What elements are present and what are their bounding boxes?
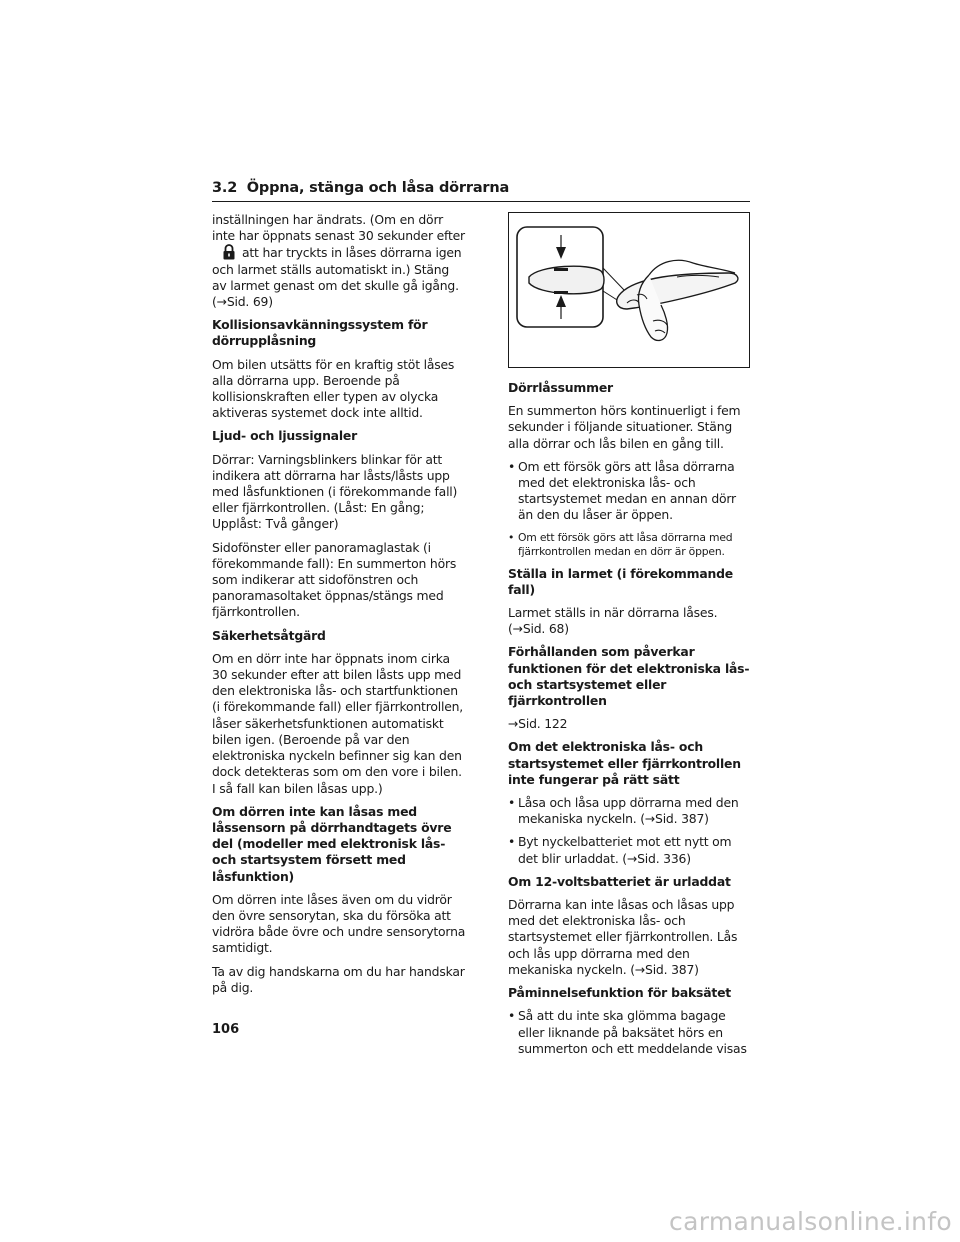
fail-list [508,795,754,867]
page-number: 106 [212,1022,240,1037]
section-number: 3.2 [212,180,238,196]
heading-safety: Säkerhetsåtgärd [212,627,326,643]
list-item: • Byt nyckelbatteriet mot ett nytt om det blir urladdat. (→Sid. 336) [508,834,754,866]
paragraph-collision: Om bilen utsätts för en kraftig stöt låses alla dörrarna upp. Beroende på kollisionskraften eller typen av olycka aktiveras systemet dock inte alltid. [212,356,455,421]
paragraph-nolock-1: Om dörren inte låses även om du vidrör den övre sensorytan, ska du försöka att vidröra både övre och undre sensorytorna samtidigt. [212,891,466,956]
heading-nolock: Om dörren inte kan låsas med låssensorn på dörrhandtagets övre del (modeller med elektronisk lås- och startsystem försett med låsfunktion) [212,803,452,884]
buzzer-list [508,459,754,559]
heading-collision: Kollisionsavkänningssystem för dörrupplåsning [212,317,428,349]
paragraph-alarm: Larmet ställs in när dörrarna låses. (→Sid. 68) [508,605,718,637]
paragraph-battery: Dörrarna kan inte låsas och låsas upp med det elektroniska lås- och startsystemet eller fjärrkontrollen. Lås och lås upp dörrarna med den mekaniska nyckeln. (→Sid. 387) [508,897,738,977]
paragraph-safety: Om en dörr inte har öppnats inom cirka 30 sekunder efter att bilen låsts upp med den elektroniska lås- och startfunktionen (i förekommande fall) eller fjärrkontrollen, låser säkerhetsfunktionen automatiskt bilen igen. (Beroende på var den elektroniska nyckeln befinner sig kan den dock detekteras som om den vore i bilen. I så fall kan bilen låsas upp.) [212,650,464,796]
heading-alarm: Ställa in larmet (i förekommande fall) [508,565,733,597]
heading-fail: Om det elektroniska lås- och startsystemet eller fjärrkontrollen inte fungerar på rätt sätt [508,739,741,787]
right-column [508,212,754,1064]
heading-conditions: Förhållanden som påverkar funktionen för det elektroniska lås- och startsystemet eller fjärrkontrollen [508,644,750,709]
door-handle-illustration [508,212,750,368]
watermark: carmanualsonline.info [669,1207,952,1236]
paragraph-continued: inställningen har ändrats. (Om en dörr inte har öppnats senast 30 sekunder efteratt har tryckts in låses dörrarna igen och larmet ställs automatiskt in.) Stäng av larmet genast om det skulle gå igång. (→Sid. 69) [212,212,465,310]
list-item: • Om ett försök görs att låsa dörrarna med det elektroniska lås- och startsystemet medan en annan dörr än den du låser är öppen. [508,459,754,524]
heading-signals: Ljud- och ljussignaler [212,428,358,444]
left-column [212,212,467,1003]
heading-battery: Om 12-voltsbatteriet är urladdat [508,873,731,889]
section-title: Öppna, stänga och låsa dörrarna [246,180,510,196]
list-item: • Så att du inte ska glömma bagage eller liknande på baksätet hörs en summerton och ett meddelande visas [508,1008,754,1057]
paragraph-signals-windows: Sidofönster eller panoramaglastak (i förekommande fall): En summerton hörs som indikerar att sidofönstren och panoramasoltaket öppnas/stängs med fjärrkontrollen. [212,539,457,620]
paragraph-nolock-2: Ta av dig handskarna om du har handskar på dig. [212,963,465,995]
heading-reminder: Påminnelsefunktion för baksätet [508,985,732,1001]
paragraph-conditions: →Sid. 122 [508,716,568,732]
list-item: • Om ett försök görs att låsa dörrarna med fjärrkontrollen medan en dörr är öppen. [508,531,754,559]
reminder-list [508,1008,754,1057]
paragraph-buzzer: En summerton hörs kontinuerligt i fem sekunder i följande situationer. Stäng alla dörrar och lås bilen en gång till. [508,403,741,451]
paragraph-signals-doors: Dörrar: Varningsblinkers blinkar för att indikera att dörrarna har låsts/låsts upp med låsfunktionen (i förekommande fall) eller fjärrkontrollen. (Låst: En gång; Upplåst: Två gånger) [212,451,458,532]
heading-buzzer: Dörrlåssummer [508,380,613,395]
section-header [212,180,750,202]
list-item: • Låsa och låsa upp dörrarna med den mekaniska nyckeln. (→Sid. 387) [508,795,754,827]
lock-icon [222,244,236,260]
